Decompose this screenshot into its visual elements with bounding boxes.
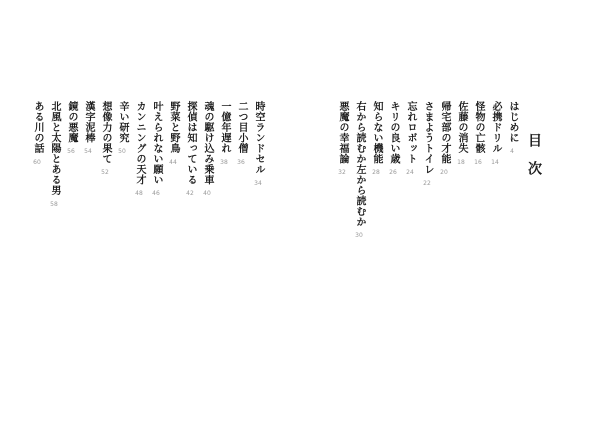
toc-entry-page: 28 (372, 169, 380, 176)
toc-entry-page: 60 (33, 158, 41, 166)
toc-entry (47, 101, 61, 208)
toc-entry-page: 4 (510, 148, 514, 155)
toc-entry-page: 16 (474, 158, 482, 166)
toc-entry-page: 20 (440, 169, 448, 176)
toc-entry (166, 101, 180, 166)
toc-entry-page: 56 (67, 148, 75, 155)
toc-entry-title: 探偵は知っている (185, 101, 196, 185)
toc-heading (527, 133, 541, 175)
toc-entry (64, 101, 78, 155)
toc-entry-page: 40 (203, 190, 211, 197)
toc-entry-page: 36 (237, 158, 245, 166)
toc-entry-title: 帰宅部の才能 (439, 101, 450, 164)
toc-entry-title: 二つ目小僧 (236, 101, 247, 154)
toc-entry-title: 鏡の悪魔 (66, 101, 77, 143)
toc-entry (352, 101, 366, 239)
toc-entry (200, 101, 214, 197)
toc-entry-title: 想像力の果て (100, 101, 111, 164)
toc-entry (420, 101, 434, 187)
toc-entry (81, 101, 95, 155)
toc-entry-page: 48 (135, 190, 143, 197)
toc-entry-page: 22 (423, 179, 431, 187)
toc-entry (437, 101, 451, 176)
toc-entry-page: 54 (84, 148, 92, 155)
toc-entry-title: 一億年遅れ (219, 101, 230, 154)
toc-entry (132, 101, 146, 197)
toc-entry-page: 58 (50, 200, 58, 208)
toc-entry-page: 18 (457, 158, 465, 166)
toc-entry-title: 忘れロボット (405, 101, 416, 164)
toc-entry (115, 101, 129, 155)
toc-entry-title: 時空ランドセル (253, 101, 264, 175)
toc-entry (217, 101, 231, 166)
toc-entry-page: 52 (101, 169, 109, 176)
toc-entry-page: 34 (254, 179, 262, 187)
toc-entry-page: 14 (491, 158, 499, 166)
toc-entry-title: 漢字泥棒 (83, 101, 94, 143)
toc-entry (183, 101, 197, 197)
toc-entry-title: 野菜と野鳥 (168, 101, 179, 154)
toc-heading-char-1: 目 (526, 133, 542, 147)
toc-entry (488, 101, 502, 166)
toc-entry (98, 101, 112, 176)
toc-entry-title: 北風と太陽とある男 (49, 101, 60, 196)
toc-entry-page: 50 (118, 148, 126, 155)
toc-entry (251, 101, 265, 187)
toc-entry (149, 101, 163, 197)
toc-entry-title: 辛い研究 (117, 101, 128, 143)
toc-entry-page: 46 (152, 190, 160, 197)
toc-entry-title: 魂の駆け込み乗車 (202, 101, 213, 185)
toc-entry-page: 42 (186, 190, 194, 197)
toc-entry (454, 101, 468, 166)
toc-entry-title: 右から読むか左から読むか (354, 101, 365, 227)
toc-entry-title: 怪物の亡骸 (473, 101, 484, 154)
toc-entry (30, 101, 44, 166)
toc-entry-title: カンニングの天才 (134, 101, 145, 185)
toc-entry (234, 101, 248, 166)
toc-entry-title: 叶えられない願い (151, 101, 162, 185)
toc-entry-page: 38 (220, 158, 228, 166)
toc-entry-page: 30 (355, 232, 363, 239)
toc-entry (505, 101, 519, 155)
toc-entry (369, 101, 383, 176)
toc-entry (403, 101, 417, 176)
toc-entry-title: はじめに (507, 101, 518, 143)
toc-entry-title: さまようトイレ (422, 101, 433, 175)
toc-entry-page: 32 (338, 169, 346, 176)
toc-entry-title: 悪魔の幸福論 (337, 101, 348, 164)
toc-entry (471, 101, 485, 166)
toc-entry-title: ある川の話 (32, 101, 43, 154)
toc-heading-char-2: 次 (526, 161, 542, 175)
toc-entry-title: 佐藤の消失 (456, 101, 467, 154)
toc-entry-title: 知らない機能 (371, 101, 382, 164)
toc-entry-page: 44 (169, 158, 177, 166)
toc-entry-page: 26 (389, 169, 397, 176)
toc-entry (335, 101, 349, 176)
toc-entry-title: キリの良い歳 (388, 101, 399, 164)
toc-entry-page: 24 (406, 169, 414, 176)
toc-entry (386, 101, 400, 176)
toc-entry-title: 必携ドリル (490, 101, 501, 154)
